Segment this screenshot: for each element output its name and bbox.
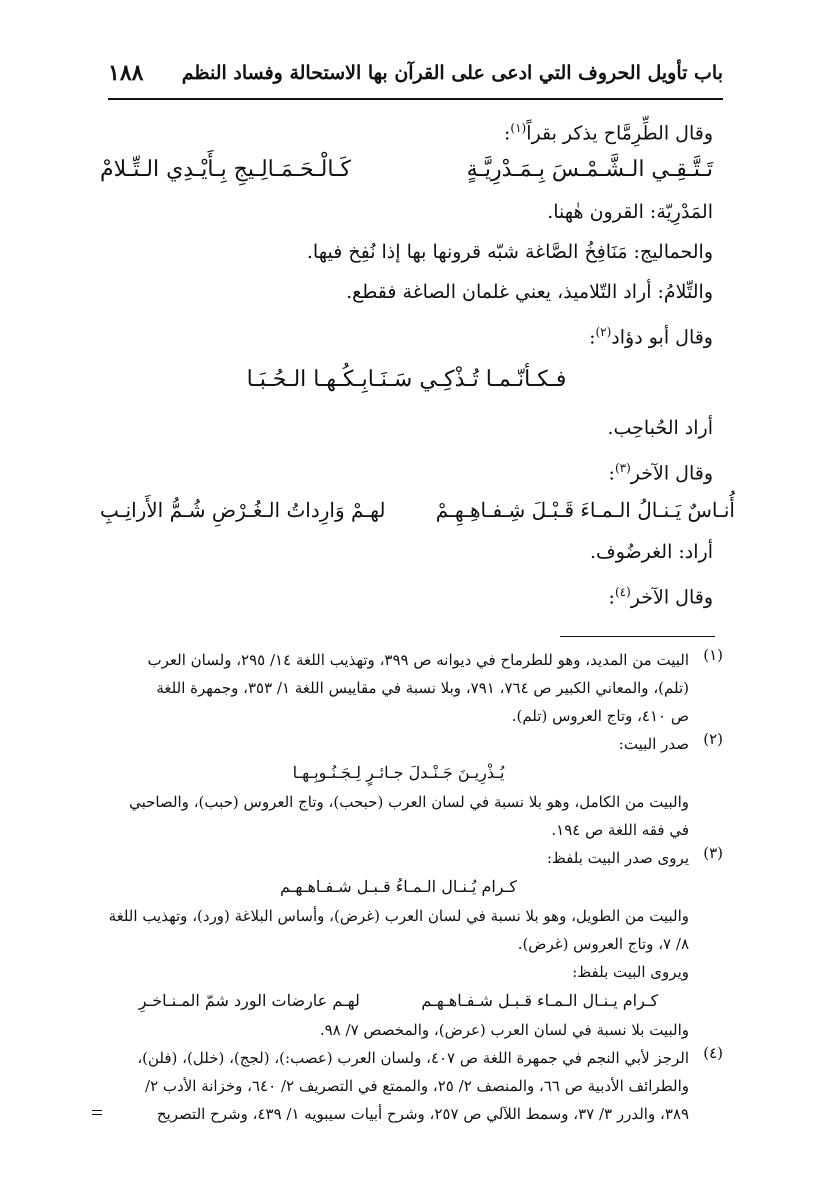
footnote-line: صدر البيت: xyxy=(618,735,689,753)
verse-1-first-hemistich: تَـتَّـقِـي الـشَّـمْـسَ بِـمَـدْرِيَّـةٍ xyxy=(466,157,713,182)
footnote-2 xyxy=(108,730,723,844)
footnote-ref-2: (٢) xyxy=(595,325,612,339)
verse-3 xyxy=(100,488,735,532)
verse-intro-1: وقال الطِّرِمَّاح يذكر بقراً$^{(١)}$: xyxy=(503,121,713,145)
footnote-line: يروى صدر البيت بلفظ: xyxy=(546,849,689,867)
footnote-line: ويروى البيت بلفظ: xyxy=(572,963,689,981)
footnote-line: ٨/ ٧، وتاج العروس (غرض). xyxy=(517,935,689,953)
footnote-ref-3: (٣) xyxy=(614,461,631,475)
footnote-number: (١) xyxy=(703,646,723,664)
verse-intro-4: وقال الآخر$^{(٤)}$: xyxy=(608,585,713,609)
footnote-line: ٣٨٩، والدرر ٣/ ٣٧، وسمط اللآلي ص ٢٥٧، وشرح أبيات سيبويه ١/ ٤٣٩، وشرح التصريح xyxy=(156,1105,689,1123)
gloss-line: والحماليج: مَنَافِخُ الصَّاغة شبّه قرونها بها إذا نُفِخ فيها. xyxy=(306,241,713,263)
footnote-line: والبيت بلا نسبة في لسان العرب (عرض)، والمخصص ٧/ ٩٨. xyxy=(319,1021,689,1039)
verse-2: فـكـأنّـمـا تُـذْكِـي سَـنَـابِـكُـهـا الـحُـبَـا xyxy=(246,367,567,392)
page-header xyxy=(108,58,723,100)
gloss-line: والتِّلامُ: أراد التّلاميذ، يعني غلمان الصاغة فقطع. xyxy=(346,281,713,303)
footnote-ref-1: (١) xyxy=(510,121,527,135)
footnote-4 xyxy=(108,1044,723,1128)
page-number: ١٨٨ xyxy=(108,60,144,86)
footnote-verse-second-hemistich: لهـم عارضات الورد شمّ المـنـاخـرِ xyxy=(138,991,360,1010)
footnote-separator xyxy=(560,636,715,637)
footnote-line: والبيت من الكامل، وهو بلا نسبة في لسان العرب (حبحب)، وتاج العروس (حبب)، والصاحبي xyxy=(129,793,689,811)
footnote-number: (٣) xyxy=(703,844,723,862)
footnote-verse: يُـذْرِيـنَ جَـنْـدلَ جـائـرٍ لِـجَـنُـوبِـهـا xyxy=(292,763,505,782)
footnote-1 xyxy=(108,646,723,730)
gloss-line: أراد الحُباحِب. xyxy=(607,417,713,439)
verse-1-second-hemistich: كَـالْـحَـمَـالِـيجِ بِـأَيْـدِي الـتِّـلامْ xyxy=(100,157,351,182)
verse-3-first-hemistich: أُنـاسٌ يَـنـالُ الـمـاءَ قَـبْـلَ شِـفـاهِـهِـمْ xyxy=(435,498,735,522)
continuation-mark xyxy=(92,1110,102,1115)
footnote-number: (٢) xyxy=(703,730,723,748)
running-title: باب تأويل الحروف التي ادعى على القرآن بها الاستحالة وفساد النظم xyxy=(181,62,723,84)
verse-3-second-hemistich: لهـمْ وَارِداتُ الـغُـرْضِ شُـمُّ الأَرانِـبِ xyxy=(100,498,386,522)
footnote-line: ص ٤١٠، وتاج العروس (تلم). xyxy=(511,707,689,725)
footnote-line: والطرائف الأدبية ص ٦٦، والمنصف ٢/ ٢٥، والممتع في التصريف ٢/ ٦٤٠، وخزانة الأدب ٢/ xyxy=(145,1077,689,1095)
footnote-number: (٤) xyxy=(703,1044,723,1062)
footnote-line: والبيت من الطويل، وهو بلا نسبة في لسان العرب (غرض)، وأساس البلاغة (ورد)، وتهذيب اللغة xyxy=(108,907,689,925)
gloss-line: أراد: الغرضُوف. xyxy=(589,541,713,563)
footnote-ref-4: (٤) xyxy=(614,585,631,599)
footnote-line: في فقه اللغة ص ١٩٤. xyxy=(551,821,689,839)
verse-intro-2: وقال أبو دؤاد$^{(٢)}$: xyxy=(589,325,713,349)
footnote-verse xyxy=(108,986,689,1016)
verse-intro-3: وقال الآخر$^{(٣)}$: xyxy=(608,461,713,485)
footnote-line: البيت من المديد، وهو للطرماح في ديوانه ص ٣٩٩، وتهذيب اللغة ١٤/ ٢٩٥، ولسان العرب xyxy=(147,651,689,669)
footnote-verse-first-hemistich: كـرام يـنـال الـمـاء قـبـل شـفـاهـهـم xyxy=(421,991,659,1010)
footnotes xyxy=(108,646,723,1128)
gloss-line: المَدْرِيّة: القرون هٰهنا. xyxy=(547,201,713,223)
main-text xyxy=(100,108,735,612)
footnote-verse: كـرام يُـنـال الـمـاءُ قـبـل شـفـاهـهـم xyxy=(280,877,517,896)
footnote-line: الرجز لأبي النجم في جمهرة اللغة ص ٤٠٧، ولسان العرب (عصب:)، (لجج)، (خلل)، (فلن)، xyxy=(137,1049,689,1067)
verse-1 xyxy=(100,148,713,192)
footnote-3 xyxy=(108,844,723,1044)
footnote-line: (تلم)، والمعاني الكبير ص ٧٦٤، ٧٩١، وبلا نسبة في مقاييس اللغة ١/ ٣٥٣، وجمهرة اللغة xyxy=(156,679,689,697)
